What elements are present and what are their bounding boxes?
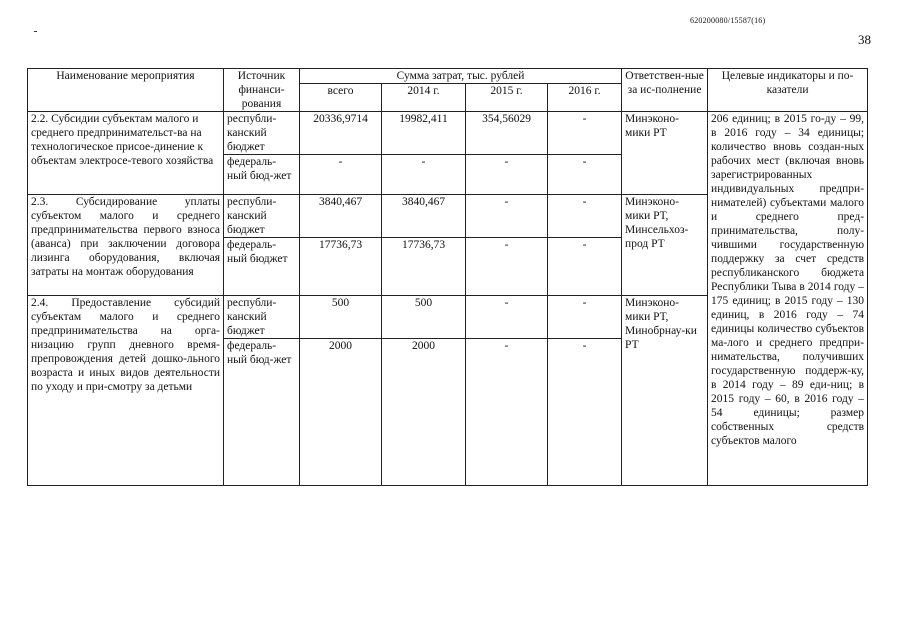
amount-2016: - — [548, 296, 622, 339]
amount-2014: 500 — [382, 296, 466, 339]
header-responsible: Ответствен-ные за ис-полнение — [622, 69, 708, 112]
amount-2014: 19982,411 — [382, 112, 466, 155]
header-2015: 2015 г. — [466, 84, 548, 112]
amount-total: - — [300, 155, 382, 195]
amount-2016: - — [548, 195, 622, 238]
measure-name: 2.4. Предоставление субсидий субъектам малого и среднего предпринимательства на орга-низацию групп дневного время-препровождения детей дошко-льного возраста и иных видов деятельности по уходу и при-смотру за детьми — [28, 296, 224, 486]
responsible: Минэконо-мики РТ, Минсельхоз-прод РТ — [622, 195, 708, 296]
amount-2015: - — [466, 155, 548, 195]
amount-2016: - — [548, 339, 622, 486]
measure-name: 2.2. Субсидии субъектам малого и среднего предпринимательст-ва на технологическое присое-динение к объектам электросе-тевого хозяйства — [28, 112, 224, 195]
header-row — [28, 69, 868, 84]
scan-mark — [34, 31, 37, 32]
header-total: всего — [300, 84, 382, 112]
amount-2014: - — [382, 155, 466, 195]
funding-source: республи-канский бюджет — [224, 296, 300, 339]
funding-source: федераль-ный бюджет — [224, 238, 300, 296]
header-source: Источник финанси-рования — [224, 69, 300, 112]
table-row — [28, 112, 868, 155]
amount-total: 20336,9714 — [300, 112, 382, 155]
header-sum: Сумма затрат, тыс. рублей — [300, 69, 622, 84]
amount-total: 17736,73 — [300, 238, 382, 296]
amount-2015: - — [466, 195, 548, 238]
amount-2014: 3840,467 — [382, 195, 466, 238]
amount-2014: 2000 — [382, 339, 466, 486]
amount-total: 500 — [300, 296, 382, 339]
amount-2015: - — [466, 339, 548, 486]
amount-2015: - — [466, 238, 548, 296]
responsible: Минэконо-мики РТ — [622, 112, 708, 195]
amount-2015: - — [466, 296, 548, 339]
amount-2014: 17736,73 — [382, 238, 466, 296]
amount-2016: - — [548, 155, 622, 195]
funding-source: республи-канский бюджет — [224, 195, 300, 238]
funding-source: федераль-ный бюд-жет — [224, 339, 300, 486]
page-number: 38 — [858, 32, 871, 47]
indicators-text: 206 единиц; в 2015 го-ду – 99, в 2016 году – 34 единицы; количество вновь создан-ных рабочих мест (включая вновь зарегистрированных индивидуальных предпри-нимателей) субъектами малого и среднего пред-принимательства, полу-чившими государственную поддержку за счет средств республиканского бюджета Республики Тыва в 2014 году – 175 единиц; в 2015 году – 130 единиц, в 2016 году – 74 единицы количество субъектов ма-лого и среднего предпри-нимательства, получивших государственную поддерж-ку, в 2014 году – 89 еди-ниц; в 2015 году – 60, в 2016 году – 54 единицы; размер собственных средств субъектов малого — [708, 112, 868, 486]
funding-source: республи-канский бюджет — [224, 112, 300, 155]
funding-source: федераль-ный бюд-жет — [224, 155, 300, 195]
document-id: 620200080/15587(16) — [690, 16, 766, 25]
responsible: Минэконо-мики РТ, Минобрнау-ки РТ — [622, 296, 708, 486]
header-2016: 2016 г. — [548, 84, 622, 112]
amount-total: 3840,467 — [300, 195, 382, 238]
amount-2015: 354,56029 — [466, 112, 548, 155]
amount-2016: - — [548, 238, 622, 296]
amount-total: 2000 — [300, 339, 382, 486]
header-name: Наименование мероприятия — [28, 69, 224, 112]
expenses-table — [27, 68, 868, 486]
measure-name: 2.3. Субсидирование уплаты субъектом малого и среднего предпринимательства первого взноса (аванса) при заключении договора лизинга оборудования, включая затраты на монтаж оборудования — [28, 195, 224, 296]
header-indicators: Целевые индикаторы и по-казатели — [708, 69, 868, 112]
header-2014: 2014 г. — [382, 84, 466, 112]
amount-2016: - — [548, 112, 622, 155]
